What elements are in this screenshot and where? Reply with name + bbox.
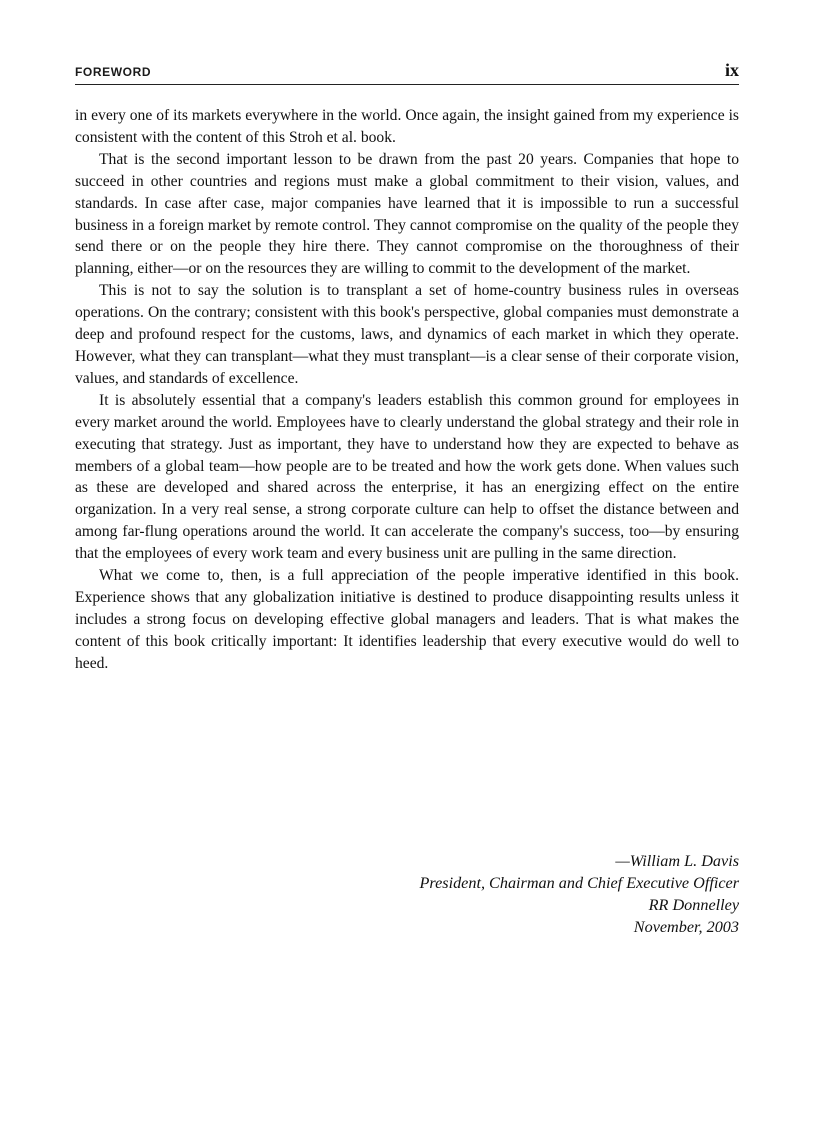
signature-date: November, 2003 bbox=[633, 918, 739, 936]
paragraph: That is the second important lesson to be drawn from the past 20 years. Companies that hope to succeed in other countries and regions must make a global commitment to their vision, values, and standards. In case after case, major companies have learned that it is impossible to run a successful business in a foreign market by remote control. They cannot compromise on the quality of the people they send there or on the people they hire there. They cannot compromise on the thoroughness of their planning, either—or on the resources they are willing to commit to the development of the market. bbox=[75, 150, 739, 278]
running-head bbox=[75, 62, 739, 85]
signature-title: President, Chairman and Chief Executive Officer bbox=[419, 874, 739, 892]
paragraph: What we come to, then, is a full appreciation of the people imperative identified in this book. Experience shows that any globalization initiative is destined to produce disappointing results unless it includes a strong focus on developing effective global managers and leaders. That is what makes the content of this book critically important: It identifies leadership that every executive would do well to heed. bbox=[75, 567, 739, 672]
paragraph: This is not to say the solution is to transplant a set of home-country business rules in overseas operations. On the contrary; consistent with this book's perspective, global companies must demonstrate a deep and profound respect for the customs, laws, and dynamics of each market in which they operate. However, what they can transplant—what they must transplant—is a clear sense of their corporate vision, values, and standards of excellence. bbox=[75, 282, 739, 387]
page-number: ix bbox=[724, 60, 739, 80]
signature-block bbox=[420, 850, 739, 938]
paragraph: It is absolutely essential that a company's leaders establish this common ground for employees in every market around the world. Employees have to clearly understand the global strategy and their role in executing that strategy. Just as important, they have to understand how they are expected to behave as members of a global team—how people are to be treated and how the work gets done. When values such as these are developed and shared across the enterprise, it has an energizing effect on the entire organization. In a very real sense, a strong corporate culture can help to offset the distance between and among far-flung operations around the world. It can accelerate the company's success, too—by ensuring that the employees of every work team and every business unit are pulling in the same direction. bbox=[75, 391, 739, 563]
running-title: FOREWORD bbox=[75, 65, 152, 79]
signature-name: —William L. Davis bbox=[615, 852, 739, 870]
signature-company: RR Donnelley bbox=[648, 896, 739, 914]
body-text bbox=[75, 105, 739, 675]
paragraph-continued: in every one of its markets everywhere in the world. Once again, the insight gained from my experience is consistent with the content of this Stroh et al. book. bbox=[75, 107, 739, 146]
